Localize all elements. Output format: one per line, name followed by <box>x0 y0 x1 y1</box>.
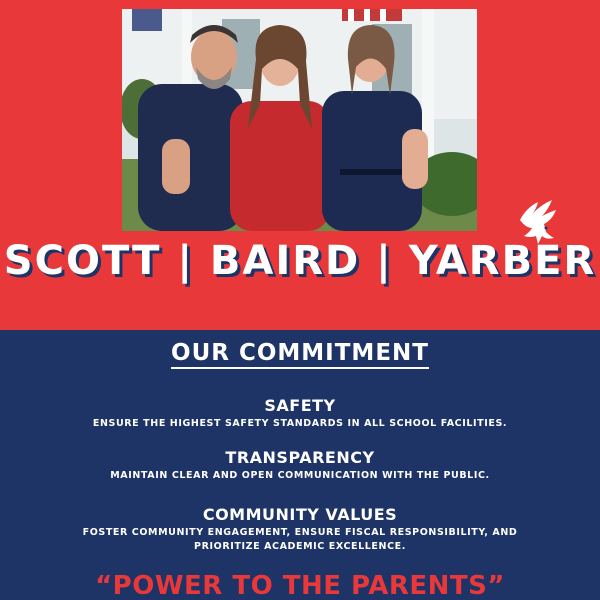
item-heading: TRANSPARENCY <box>225 448 375 467</box>
item-description <box>0 469 600 483</box>
commitment-item-transparency <box>0 448 600 483</box>
chevron-divider <box>0 282 600 342</box>
commitment-item-safety <box>0 396 600 431</box>
candidate-names: SCOTT | BAIRD | YARBER <box>3 238 597 284</box>
item-description <box>0 417 600 431</box>
item-description-line: PRIORITIZE ACADEMIC EXCELLENCE. <box>194 541 406 552</box>
item-description <box>0 526 600 554</box>
item-description-line: FOSTER COMMUNITY ENGAGEMENT, ENSURE FISCAL RESPONSIBILITY, AND <box>82 527 518 538</box>
commitment-item-community-values <box>0 505 600 554</box>
item-heading: COMMUNITY VALUES <box>202 505 398 524</box>
section-title-text: OUR COMMITMENT <box>171 340 429 369</box>
item-description-line: MAINTAIN CLEAR AND OPEN COMMUNICATION WITH THE PUBLIC. <box>110 470 490 481</box>
slogan: “POWER TO THE PARENTS” <box>95 571 505 600</box>
candidates-photo <box>122 9 477 231</box>
item-description-line: ENSURE THE HIGHEST SAFETY STANDARDS IN ALL SCHOOL FACILITIES. <box>92 418 508 429</box>
item-heading: SAFETY <box>264 396 336 415</box>
section-title <box>0 340 600 366</box>
